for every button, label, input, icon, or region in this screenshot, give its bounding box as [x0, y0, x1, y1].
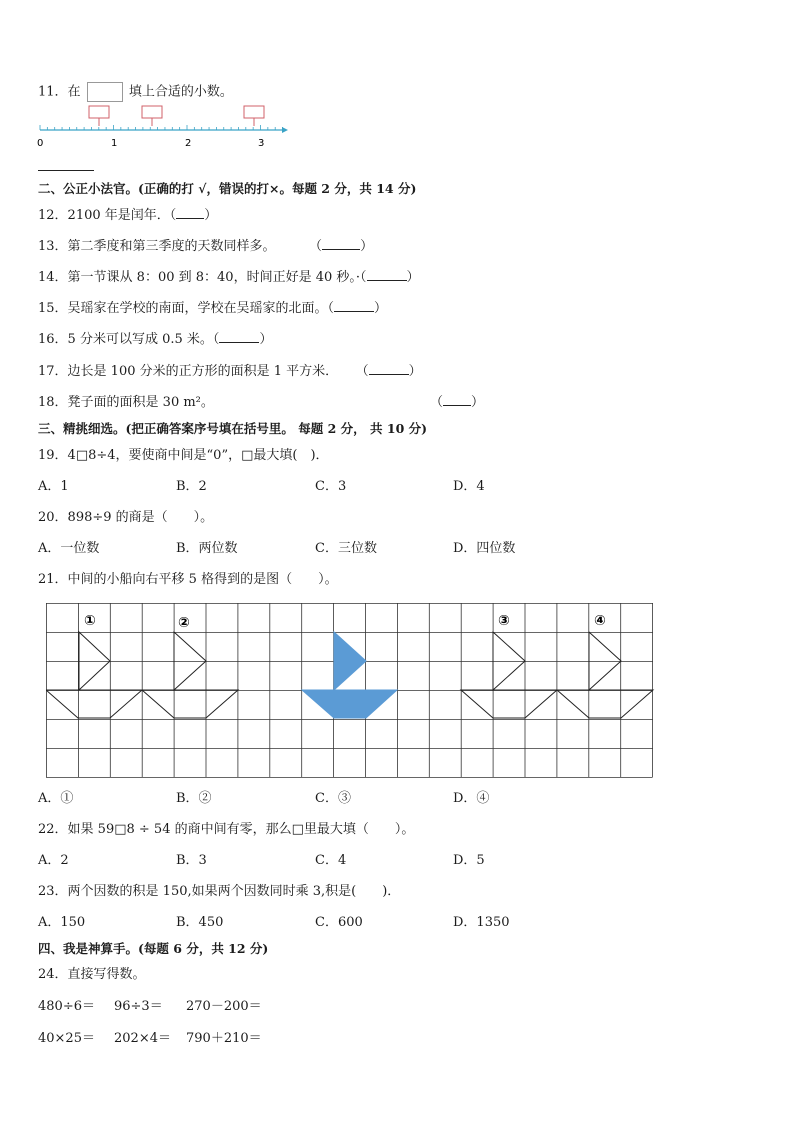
calc-6: 790＋210＝: [186, 1031, 262, 1046]
axis-label-1: 1: [111, 138, 118, 149]
q23-option-d[interactable]: D．1350: [453, 915, 510, 930]
axis-label-3: 3: [258, 138, 265, 149]
q22-option-d[interactable]: D．5: [453, 853, 485, 868]
q11-prefix: 11．在: [38, 84, 81, 100]
section-2-heading: 二、公正小法官。(正确的打 √，错误的打×。每题 2 分，共 14 分): [38, 181, 417, 196]
question-17: 17．边长是 100 分米的正方形的面积是 1 平方米． （ ）: [38, 364, 422, 379]
boat-grid-figure: [46, 603, 656, 779]
q20-option-a[interactable]: A．一位数: [38, 541, 100, 556]
boat-label-2: ②: [178, 615, 190, 631]
q22-option-a[interactable]: A．2: [38, 853, 69, 868]
calc-5: 202×4＝: [114, 1031, 171, 1046]
q11-suffix: 填上合适的小数。: [128, 84, 233, 100]
q19-option-d[interactable]: D．4: [453, 479, 485, 494]
question-22: 22．如果 59□8 ÷ 54 的商中间有零，那么□里最大填（ ）。: [38, 822, 415, 837]
q19-option-c[interactable]: C．3: [315, 479, 347, 494]
question-18: 18．凳子面的面积是 30 m²。: [38, 395, 214, 410]
original-boat: [302, 632, 397, 718]
boat-label-1: ①: [84, 613, 96, 629]
answer-boxes: [89, 106, 264, 126]
q21-option-a[interactable]: A．①: [38, 791, 74, 806]
calc-2: 96÷3＝: [114, 999, 163, 1014]
calc-1: 480÷6＝: [38, 999, 95, 1014]
question-12: 12．2100 年是闰年．（ ）: [38, 208, 218, 223]
boat-label-4: ④: [594, 613, 606, 629]
q19-option-b[interactable]: B．2: [176, 479, 207, 494]
calc-3: 270－200＝: [186, 999, 262, 1014]
question-24: 24．直接写得数。: [38, 967, 146, 982]
boat-4: [557, 632, 653, 718]
q20-option-c[interactable]: C．三位数: [315, 541, 377, 556]
q23-option-c[interactable]: C．600: [315, 915, 363, 930]
answer-box-sample: [87, 82, 123, 102]
axis-label-2: 2: [185, 138, 192, 149]
question-14: 14．第一节课从 8：00 到 8：40，时间正好是 40 秒。·（ ）: [38, 270, 420, 285]
question-15: 15．吴瑶家在学校的南面，学校在吴瑶家的北面。（ ）: [38, 301, 388, 316]
question-18-paren: （ ）: [430, 395, 485, 410]
boat-3: [461, 632, 557, 718]
q23-option-a[interactable]: A．150: [38, 915, 86, 930]
question-13: 13．第二季度和第三季度的天数同样多。 （ ）: [38, 239, 374, 254]
question-16: 16．5 分米可以写成 0.5 米。（ ）: [38, 332, 273, 347]
answer-underline: [38, 170, 94, 171]
q21-option-c[interactable]: C．③: [315, 791, 351, 806]
question-20: 20．898÷9 的商是（ ）。: [38, 510, 214, 525]
boat-label-3: ③: [498, 613, 510, 629]
calc-4: 40×25＝: [38, 1031, 95, 1046]
question-11: [38, 82, 233, 102]
q19-option-a[interactable]: A．1: [38, 479, 69, 494]
question-21: 21．中间的小船向右平移 5 格得到的是图（ ）。: [38, 572, 338, 587]
section-3-heading: 三、精挑细选。(把正确答案序号填在括号里。 每题 2 分， 共 10 分): [38, 421, 428, 436]
q20-option-d[interactable]: D．四位数: [453, 541, 516, 556]
q22-option-b[interactable]: B．3: [176, 853, 207, 868]
section-4-heading: 四、我是神算手。(每题 6 分，共 12 分): [38, 941, 269, 956]
q21-option-b[interactable]: B．②: [176, 791, 212, 806]
boat-1: [46, 632, 142, 718]
question-19: 19．4□8÷4，要使商中间是“0”，□最大填( )．: [38, 448, 329, 463]
q23-option-b[interactable]: B．450: [176, 915, 224, 930]
q22-option-c[interactable]: C．4: [315, 853, 347, 868]
axis-label-0: 0: [37, 138, 44, 149]
q20-option-b[interactable]: B．两位数: [176, 541, 238, 556]
number-line: [30, 100, 300, 152]
q21-option-d[interactable]: D．④: [453, 791, 490, 806]
boat-2: [142, 632, 238, 718]
question-23: 23．两个因数的积是 150,如果两个因数同时乘 3,积是( )．: [38, 884, 401, 899]
